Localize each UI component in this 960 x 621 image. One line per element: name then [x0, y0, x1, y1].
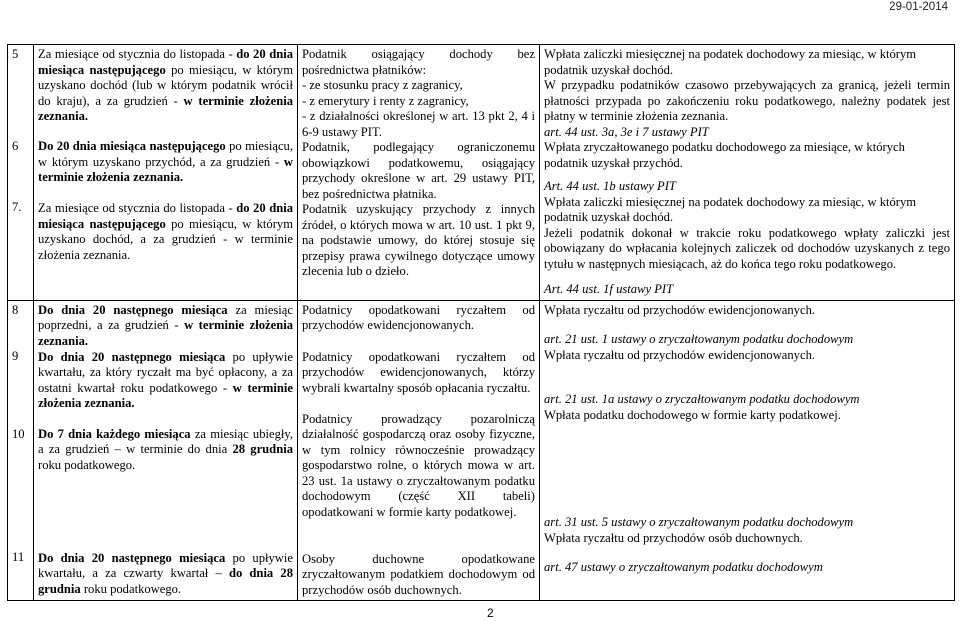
obligation-text: Wpłata ryczałtu od przychodów osób duchownych.	[544, 530, 803, 545]
item-number: 10	[12, 426, 25, 441]
row-number-cell	[8, 45, 34, 301]
obligation-text: Wpłata ryczałtu od przychodów ewidencjonowanych.	[544, 302, 816, 317]
obligation-cell	[540, 45, 955, 301]
obligation-text: Wpłata zaliczki miesięcznej na podatek dochodowy za miesiąc, w którym podatnik uzyskał dochód.	[544, 47, 917, 77]
obligation-text: Wpłata zryczałtowanego podatku dochodowego za miesiące, w których podatnik uzyskał przychód.	[544, 140, 905, 170]
obligation-text: Wpłata zaliczki miesięcznej na podatek dochodowy za miesiąc, w którym podatnik uzyskał dochód.	[544, 194, 917, 224]
legal-basis: art. 21 ust. 1 ustawy o zryczałtowanym podatku dochodowym	[544, 332, 854, 346]
taxpayer-text: Podatnik, podlegający ograniczonemu obowiązkowi podatkowemu, osiągający przychody określone w art. 29 ustawy PIT, bez pośrednictwa płatnika.	[302, 140, 535, 201]
taxpayer-text: Podatnicy opodatkowani ryczałtem od przychodów ewidencjonowanych, którzy wybrali kwartalny sposób opłacania ryczałtu.	[302, 349, 535, 395]
obligation-text: W przypadku podatników czasowo przebywających za granicą, jeżeli termin płatności przypada po zakończeniu roku podatkowego, należny podatek jest płatny w terminie złożenia zeznania.	[544, 78, 950, 123]
legal-basis: art. 44 ust. 3a, 3e i 7 ustawy PIT	[544, 124, 709, 139]
header-date: 29-01-2014	[889, 1, 948, 13]
legal-basis: Art. 44 ust. 1b ustawy PIT	[544, 179, 676, 193]
taxpayer-text: Osoby duchowne opodatkowane zryczałtowanym podatkiem dochodowym od przychodów osób duchownych.	[302, 551, 535, 597]
deadline-cell	[34, 300, 298, 601]
table-row	[8, 45, 955, 301]
deadline-text-9: Do dnia 20 następnego miesiąca po upływie kwartału, za który ryczałt ma być opłacony, a za ostatni kwartał roku podatkowego - w terminie złożenia zeznania.	[38, 349, 293, 410]
taxpayer-text: Podatnik uzyskujący przychody z innych źródeł, o których mowa w art. 10 ust. 1 pkt 9, na podstawie umowy, do której stosuje się przepisy prawa cywilnego dotyczące umowy zlecenia lub o dzieło.	[302, 202, 535, 278]
obligation-text: Wpłata podatku dochodowego w formie karty podatkowej.	[544, 407, 841, 422]
item-number: 11	[12, 550, 25, 564]
deadline-text-8: Do dnia 20 następnego miesiąca za miesiąc poprzedni, a za grudzień - w terminie złożenia zeznania.	[38, 302, 293, 348]
item-number: 5	[12, 47, 19, 61]
taxpayer-text: Podatnicy opodatkowani ryczałtem od przychodów ewidencjonowanych.	[302, 302, 535, 332]
deadline-text-5: Za miesiące od stycznia do listopada - do 20 dnia miesiąca następującego po miesiącu, w którym uzyskano dochód (lub w którym podatnik wrócił do kraju), a za grudzień - w terminie złożenia zeznania.	[38, 47, 293, 123]
taxpayer-text: Podatnicy prowadzący pozarolniczą działalność gospodarczą oraz osoby fizyczne, w tym rolnicy równocześnie prowadzący gospodarstwo rolne, o których mowa w art. 23 ust. 1a ustawy o zryczałtowanym podatku dochodowym (część XII tabeli) opodatkowani w formie karty podatkowej.	[302, 411, 535, 519]
deadline-text-11: Do dnia 20 następnego miesiąca po upływie kwartału, a za czwarty kwartał – do dnia 28 grudnia roku podatkowego.	[38, 550, 294, 596]
legal-basis: art. 31 ust. 5 ustawy o zryczałtowanym podatku dochodowym	[544, 515, 854, 529]
item-number: 9	[12, 349, 19, 363]
taxpayer-cell	[298, 300, 540, 601]
taxpayer-text: - ze stosunku pracy z zagranicy,	[302, 78, 463, 92]
obligation-text: Jeżeli podatnik dokonał w trakcie roku podatkowego wpłaty zaliczki jest obowiązany do wpłacania kolejnych zaliczek od dochodów uzyskanych z tego tytułu w następnych miesiącach, aż do końca tego roku podatkowego.	[544, 225, 950, 271]
item-number: 6	[12, 138, 19, 153]
legal-basis: art. 47 ustawy o zryczałtowanym podatku dochodowym	[544, 560, 823, 574]
item-number: 7.	[12, 200, 22, 214]
page-number: 2	[487, 606, 494, 620]
item-number: 8	[12, 302, 19, 317]
tax-deadline-table	[7, 44, 955, 601]
row-number-cell	[8, 300, 34, 601]
deadline-cell	[34, 45, 298, 301]
obligation-cell	[540, 300, 955, 601]
table-row	[8, 300, 955, 601]
deadline-text-6: Do 20 dnia miesiąca następującego po miesiącu, w którym uzyskano przychód, a za grudzień - w terminie złożenia zeznania.	[38, 139, 293, 184]
taxpayer-cell	[298, 45, 540, 301]
taxpayer-text: Podatnik osiągający dochody bez pośrednictwa płatników:	[302, 47, 535, 77]
taxpayer-text: - z emerytury i renty z zagranicy,	[302, 93, 469, 108]
taxpayer-text: - z działalności określonej w art. 13 pkt 2, 4 i 6-9 ustawy PIT.	[302, 109, 535, 139]
legal-basis: art. 21 ust. 1a ustawy o zryczałtowanym podatku dochodowym	[544, 392, 860, 406]
legal-basis: Art. 44 ust. 1f ustawy PIT	[544, 282, 674, 296]
deadline-text-7: Za miesiące od stycznia do listopada - do 20 dnia miesiąca następującego po miesiącu, w którym uzyskano dochód, a za grudzień - w terminie złożenia zeznania.	[38, 201, 293, 262]
deadline-text-10: Do 7 dnia każdego miesiąca za miesiąc ubiegły, a za grudzień – w terminie do dnia 28 grudnia roku podatkowego.	[38, 426, 294, 472]
obligation-text: Wpłata ryczałtu od przychodów ewidencjonowanych.	[544, 347, 816, 362]
